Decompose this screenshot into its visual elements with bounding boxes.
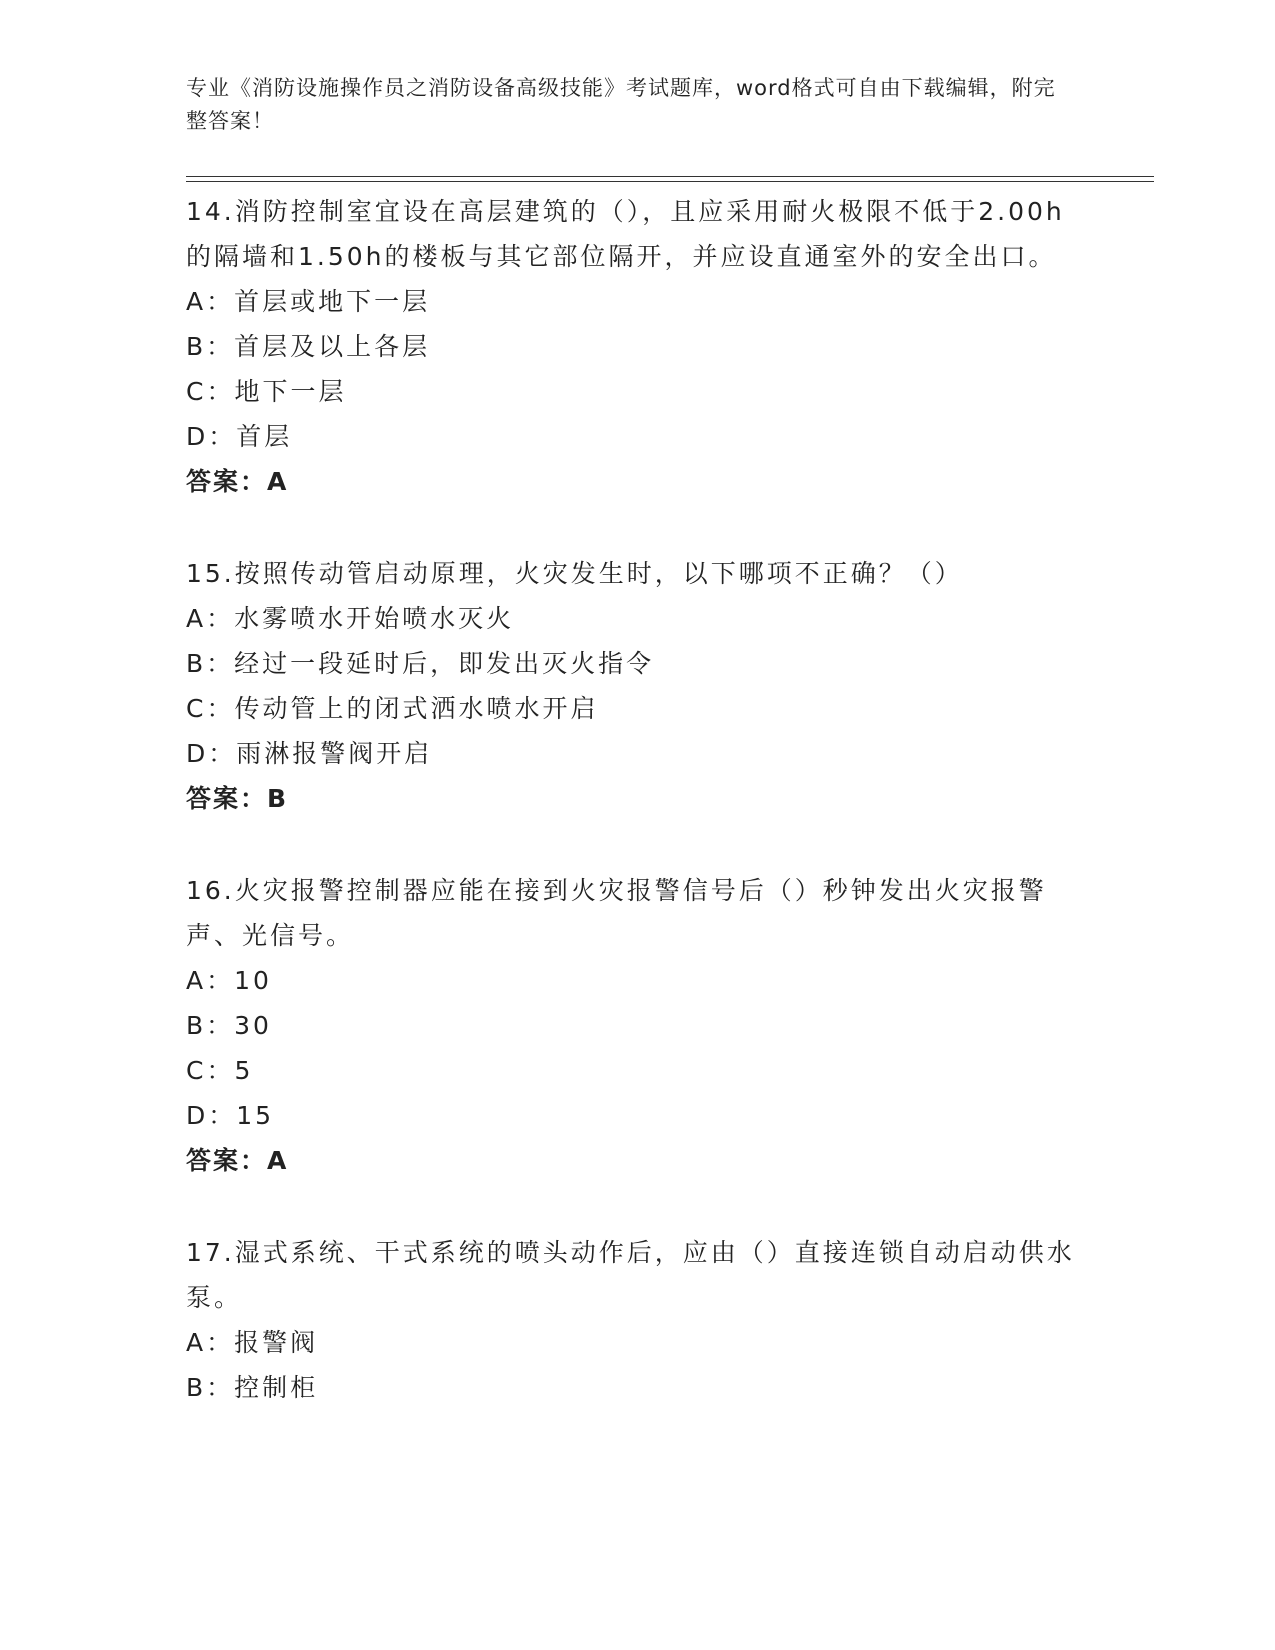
answer-line: 答案：A xyxy=(186,467,289,496)
answer-line: 答案：A xyxy=(186,1146,289,1175)
question-stem: 17.湿式系统、干式系统的喷头动作后，应由（）直接连锁自动启动供水泵。 xyxy=(186,1238,1075,1312)
option-b: B：控制柜 xyxy=(186,1373,319,1402)
document-header xyxy=(186,72,1066,138)
question-15 xyxy=(186,551,1086,821)
option-d: D：雨淋报警阀开启 xyxy=(186,739,433,768)
option-a: A：水雾喷水开始喷水灭火 xyxy=(186,604,515,633)
option-a: A：首层或地下一层 xyxy=(186,287,431,316)
option-d: D：首层 xyxy=(186,422,293,451)
option-d: D：15 xyxy=(186,1101,275,1130)
question-stem: 15.按照传动管启动原理，火灾发生时，以下哪项不正确？（） xyxy=(186,559,963,588)
option-b: B：首层及以上各层 xyxy=(186,332,431,361)
question-16 xyxy=(186,868,1086,1183)
header-intro-text: 专业《消防设施操作员之消防设备高级技能》考试题库，word格式可自由下载编辑，附完整答案！ xyxy=(186,76,1056,133)
question-17 xyxy=(186,1230,1086,1410)
question-stem: 14.消防控制室宜设在高层建筑的（），且应采用耐火极限不低于2.00h的隔墙和1.50h的楼板与其它部位隔开，并应设直通室外的安全出口。 xyxy=(186,197,1065,271)
answer-line: 答案：B xyxy=(186,784,289,813)
option-c: C：传动管上的闭式洒水喷水开启 xyxy=(186,694,599,723)
option-a: A：10 xyxy=(186,966,272,995)
question-14 xyxy=(186,189,1086,504)
option-c: C：地下一层 xyxy=(186,377,347,406)
header-divider-thick xyxy=(186,176,1154,177)
question-list xyxy=(186,189,1086,1410)
option-a: A：报警阀 xyxy=(186,1328,319,1357)
question-stem: 16.火灾报警控制器应能在接到火灾报警信号后（）秒钟发出火灾报警声、光信号。 xyxy=(186,876,1047,950)
header-divider-thin xyxy=(186,181,1154,182)
option-b: B：经过一段延时后，即发出灭火指令 xyxy=(186,649,655,678)
option-b: B：30 xyxy=(186,1011,272,1040)
option-c: C：5 xyxy=(186,1056,254,1085)
